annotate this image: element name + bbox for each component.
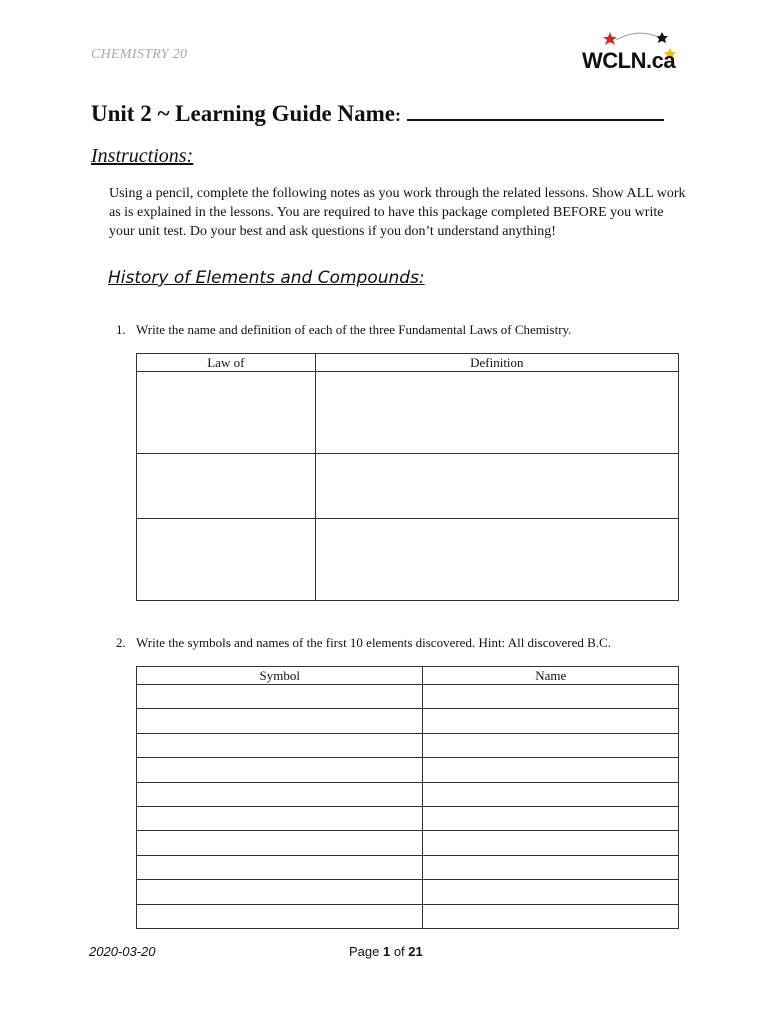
table-row [137,733,679,757]
question-1 [116,322,571,338]
table-header-row [137,667,679,685]
instructions-heading: Instructions: [91,145,194,167]
table-row [137,758,679,782]
footer-date: 2020-03-20 [89,944,156,959]
elements-table [136,666,679,929]
symbol-cell[interactable] [137,782,423,806]
symbol-cell[interactable] [137,904,423,928]
name-header: Name [423,667,679,685]
name-cell[interactable] [423,758,679,782]
table-row [137,519,679,601]
page-prefix: Page [349,944,383,959]
title-text: Unit 2 ~ Learning Guide Name [91,101,395,126]
table-row [137,831,679,855]
definition-header: Definition [315,354,678,372]
law-cell[interactable] [137,372,316,454]
page-number [349,944,423,959]
name-cell[interactable] [423,733,679,757]
definition-cell[interactable] [315,372,678,454]
law-of-header: Law of [137,354,316,372]
page-title [91,99,664,127]
table-row [137,855,679,879]
law-cell[interactable] [137,519,316,601]
question-1-number: 1. [116,322,126,337]
symbol-cell[interactable] [137,880,423,904]
table-row [137,685,679,709]
name-cell[interactable] [423,709,679,733]
symbol-cell[interactable] [137,806,423,830]
table-row [137,782,679,806]
question-2-text: Write the symbols and names of the first 10 elements discovered. Hint: All discovered B.C. [136,635,611,650]
table-row [137,806,679,830]
table-row [137,454,679,519]
table-row [137,880,679,904]
logo-text: WCLN.ca [582,48,676,73]
symbol-header: Symbol [137,667,423,685]
page-total: 21 [408,944,423,959]
question-2-number: 2. [116,635,126,650]
law-cell[interactable] [137,454,316,519]
table-header-row [137,354,679,372]
name-cell[interactable] [423,831,679,855]
question-2 [116,635,611,651]
symbol-cell[interactable] [137,855,423,879]
instructions-body: Using a pencil, complete the following notes as you work through the related lessons. Show ALL work as is explained in the lessons. You are required to have this package completed BEFORE you write your unit test. Do your best and ask questions if you don’t understand anything! [109,186,686,239]
symbol-cell[interactable] [137,685,423,709]
page-current: 1 [382,944,391,959]
table-row [137,709,679,733]
definition-cell[interactable] [315,519,678,601]
question-1-text: Write the name and definition of each of the three Fundamental Laws of Chemistry. [136,322,572,337]
table-row [137,904,679,928]
name-cell[interactable] [423,855,679,879]
definition-cell[interactable] [315,454,678,519]
section-heading: History of Elements and Compounds: [108,268,425,288]
name-blank-line[interactable] [407,99,664,121]
symbol-cell[interactable] [137,758,423,782]
wcln-logo [582,28,682,76]
name-cell[interactable] [423,685,679,709]
symbol-cell[interactable] [137,831,423,855]
table-row [137,372,679,454]
name-cell[interactable] [423,806,679,830]
name-cell[interactable] [423,782,679,806]
laws-table [136,353,679,601]
symbol-cell[interactable] [137,709,423,733]
course-header: CHEMISTRY 20 [91,47,188,62]
page-mid: of [390,944,409,959]
name-cell[interactable] [423,880,679,904]
title-colon: : [394,105,401,125]
name-cell[interactable] [423,904,679,928]
symbol-cell[interactable] [137,733,423,757]
